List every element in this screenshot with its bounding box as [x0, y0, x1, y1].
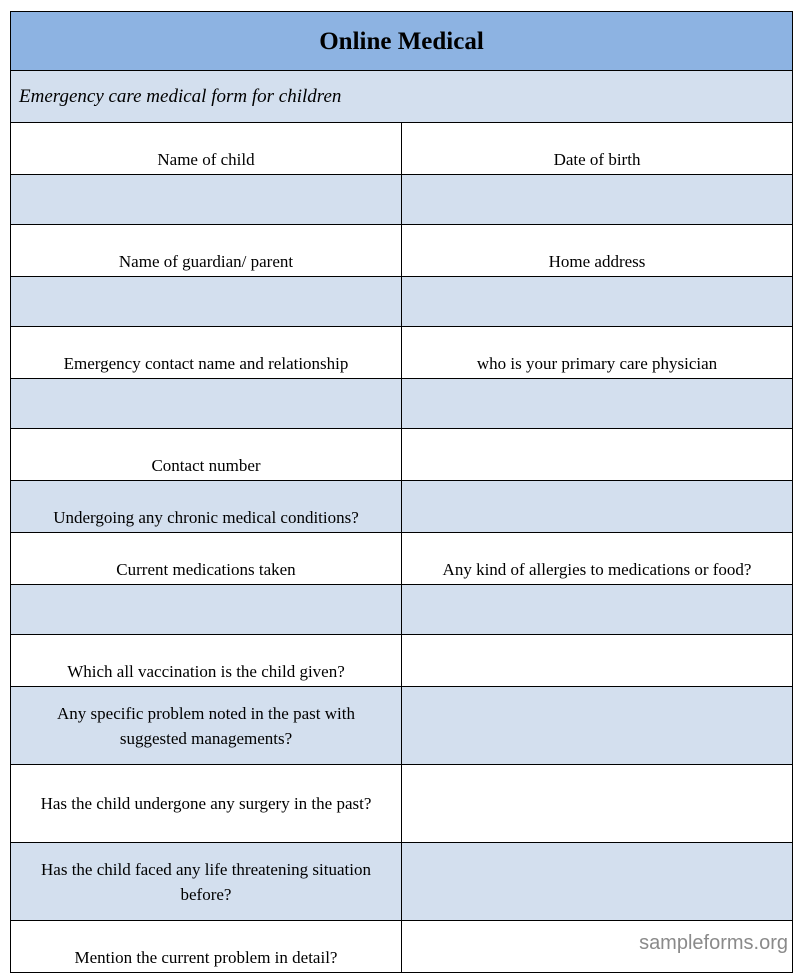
label-guardian-name: Name of guardian/ parent — [11, 225, 402, 277]
input-past-surgery[interactable] — [402, 765, 793, 843]
label-contact-number: Contact number — [11, 429, 402, 481]
label-life-threatening: Has the child faced any life threatening situation before? — [11, 843, 402, 921]
input-chronic-conditions[interactable] — [402, 481, 793, 533]
form-title: Online Medical — [11, 12, 793, 71]
input-date-of-birth[interactable] — [402, 175, 793, 225]
label-date-of-birth: Date of birth — [402, 123, 793, 175]
input-name-of-child[interactable] — [11, 175, 402, 225]
label-vaccinations: Which all vaccination is the child given? — [11, 635, 402, 687]
label-allergies: Any kind of allergies to medications or food? — [402, 533, 793, 585]
label-chronic-conditions: Undergoing any chronic medical conditions? — [11, 481, 402, 533]
form-subtitle: Emergency care medical form for children — [11, 71, 793, 123]
input-emergency-contact[interactable] — [11, 379, 402, 429]
label-name-of-child: Name of child — [11, 123, 402, 175]
label-past-surgery: Has the child undergone any surgery in the past? — [11, 765, 402, 843]
label-primary-physician: who is your primary care physician — [402, 327, 793, 379]
input-allergies[interactable] — [402, 585, 793, 635]
label-emergency-contact: Emergency contact name and relationship — [11, 327, 402, 379]
label-current-problem: Mention the current problem in detail? — [11, 921, 402, 973]
input-current-medications[interactable] — [11, 585, 402, 635]
label-home-address: Home address — [402, 225, 793, 277]
label-past-problems: Any specific problem noted in the past with suggested managements? — [11, 687, 402, 765]
medical-form-table — [10, 11, 793, 973]
input-life-threatening[interactable] — [402, 843, 793, 921]
input-primary-physician[interactable] — [402, 379, 793, 429]
input-home-address[interactable] — [402, 277, 793, 327]
input-vaccinations[interactable] — [402, 635, 793, 687]
input-guardian-name[interactable] — [11, 277, 402, 327]
input-past-problems[interactable] — [402, 687, 793, 765]
watermark: sampleforms.org — [639, 932, 788, 954]
input-contact-number[interactable] — [402, 429, 793, 481]
label-current-medications: Current medications taken — [11, 533, 402, 585]
